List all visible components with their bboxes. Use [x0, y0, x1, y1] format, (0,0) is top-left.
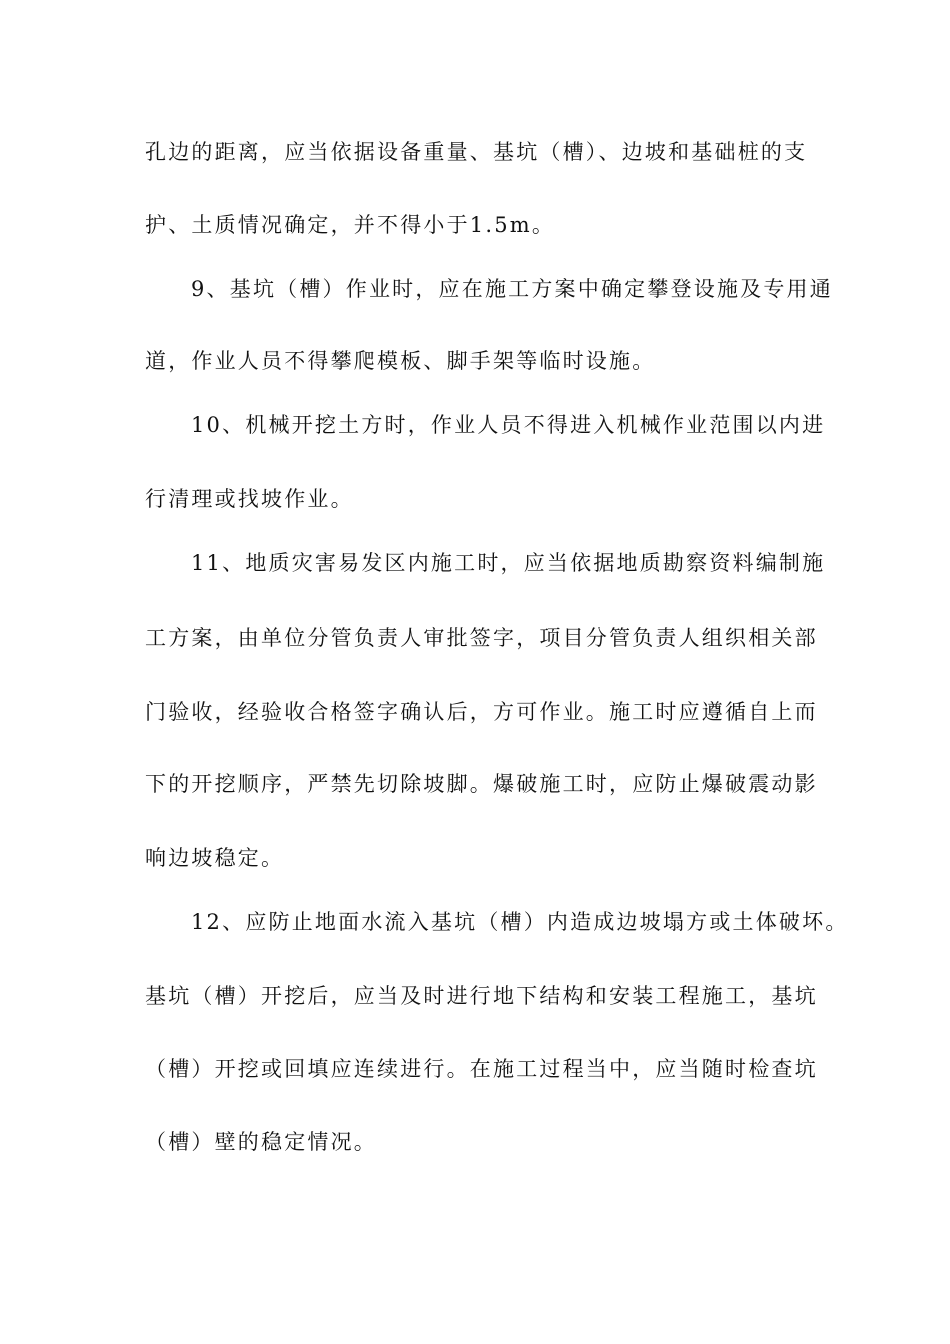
text-line: 下的开挖顺序，严禁先切除坡脚。爆破施工时，应防止爆破震动影	[145, 772, 818, 796]
text-line: （槽）壁的稳定情况。	[145, 1130, 377, 1154]
text-line: 响边坡稳定。	[145, 846, 285, 870]
text-line: 工方案，由单位分管负责人审批签字，项目分管负责人组织相关部	[145, 626, 818, 650]
paragraph-start-line: 9、基坑（槽）作业时，应在施工方案中确定攀登设施及专用通	[191, 277, 833, 301]
text-line: 基坑（槽）开挖后，应当及时进行地下结构和安装工程施工，基坑	[145, 984, 818, 1008]
paragraph-start-line: 11、地质灾害易发区内施工时，应当依据地质勘察资料编制施	[191, 551, 826, 575]
text-line: 孔边的距离，应当依据设备重量、基坑（槽）、边坡和基础桩的支	[145, 140, 808, 164]
text-line: （槽）开挖或回填应连续进行。在施工过程当中，应当随时检查坑	[145, 1057, 818, 1081]
text-line: 护、土质情况确定，并不得小于1.5m。	[145, 213, 556, 237]
text-line: 道，作业人员不得攀爬模板、脚手架等临时设施。	[145, 349, 656, 373]
paragraph-start-line: 12、应防止地面水流入基坑（槽）内造成边坡塌方或土体破坏。	[191, 910, 849, 934]
text-line: 门验收，经验收合格签字确认后，方可作业。施工时应遵循自上而	[145, 700, 818, 724]
text-line: 行清理或找坡作业。	[145, 487, 354, 511]
paragraph-start-line: 10、机械开挖土方时，作业人员不得进入机械作业范围以内进	[191, 413, 826, 437]
